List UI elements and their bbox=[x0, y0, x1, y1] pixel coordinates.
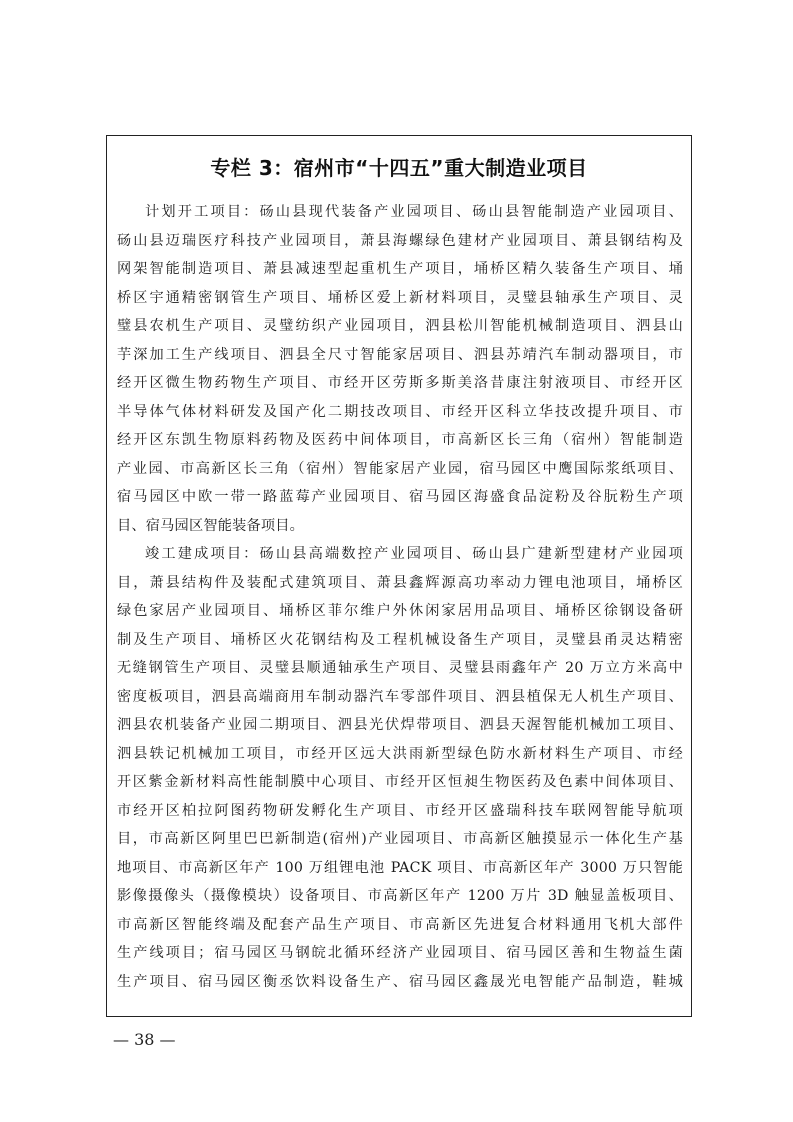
box-title: 专栏 3：宿州市“十四五”重大制造业项目 bbox=[210, 156, 588, 180]
text-line: 开区紫金新材料高性能制膜中心项目、市经开区恒昶生物医药及色素中间体项目、 bbox=[117, 774, 683, 790]
text-line: 桥区宇通精密钢管生产项目、埇桥区爱上新材料项目，灵璧县轴承生产项目、灵 bbox=[117, 289, 683, 306]
text-line: 经开区东凯生物原料药物及医药中间体项目，市高新区长三角（宿州）智能制造 bbox=[117, 432, 683, 448]
text-line: 网架智能制造项目、萧县减速型起重机生产项目，埇桥区精久装备生产项目、埇 bbox=[117, 261, 683, 277]
text-line: 影像摄像头（摄像模块）设备项目、市高新区年产 1200 万片 3D 触显盖板项目、 bbox=[117, 888, 683, 904]
text-line: 地项目、市高新区年产 100 万组锂电池 PACK 项目、市高新区年产 3000 万只智能 bbox=[117, 859, 683, 876]
feature-box bbox=[106, 135, 692, 1017]
text-line: 泗县农机装备产业园二期项目、泗县光伏焊带项目、泗县天渥智能机械加工项目、 bbox=[117, 717, 683, 733]
text-line: 芋深加工生产线项目、泗县全尺寸智能家居项目、泗县苏靖汽车制动器项目，市 bbox=[117, 346, 683, 363]
text-line: 宿马园区中欧一带一路蓝莓产业园项目、宿马园区海盛食品淀粉及谷朊粉生产项 bbox=[117, 489, 683, 505]
text-line: 市高新区智能终端及配套产品生产项目、市高新区先进复合材料通用飞机大部件 bbox=[117, 916, 683, 933]
text-line: 密度板项目，泗县高端商用车制动器汽车零部件项目、泗县植保无人机生产项目、 bbox=[117, 688, 683, 705]
text-line: 泗县轶记机械加工项目，市经开区远大洪雨新型绿色防水新材料生产项目、市经 bbox=[117, 745, 683, 762]
text-line: 生产线项目；宿马园区马钢皖北循环经济产业园项目、宿马园区善和生物益生菌 bbox=[117, 945, 683, 961]
text-line: 目、宿马园区智能装备项目。 bbox=[117, 517, 305, 534]
text-line: 制及生产项目、埇桥区火花钢结构及工程机械设备生产项目，灵璧县甬灵达精密 bbox=[117, 631, 683, 648]
page-number: — 38 — bbox=[113, 1030, 176, 1049]
text-line: 目，萧县结构件及装配式建筑项目、萧县鑫辉源高功率动力锂电池项目，埇桥区 bbox=[117, 574, 683, 591]
text-line: 目，市高新区阿里巴巴新制造(宿州)产业园项目、市高新区触摸显示一体化生产基 bbox=[117, 831, 683, 847]
text-line: 璧县农机生产项目、灵璧纺织产业园项目，泗县松川智能机械制造项目、泗县山 bbox=[117, 318, 683, 334]
text-line: 绿色家居产业园项目、埇桥区菲尔维户外休闲家居用品项目、埇桥区徐钢设备研 bbox=[117, 603, 683, 619]
text-line: 市经开区柏拉阿图药物研发孵化生产项目、市经开区盛瑞科技车联网智能导航项 bbox=[117, 802, 683, 819]
text-line: 砀山县迈瑞医疗科技产业园项目，萧县海螺绿色建材产业园项目、萧县钢结构及 bbox=[117, 232, 683, 249]
text-line: 竣工建成项目：砀山县高端数控产业园项目、砀山县广建新型建材产业园项 bbox=[145, 546, 683, 562]
text-line: 经开区微生物药物生产项目、市经开区劳斯多斯美洛昔康注射液项目、市经开区 bbox=[117, 375, 683, 391]
text-line: 半导体气体材料研发及国产化二期技改项目、市经开区科立华技改提升项目、市 bbox=[117, 403, 683, 420]
text-line: 产业园、市高新区长三角（宿州）智能家居产业园，宿马园区中鹰国际浆纸项目、 bbox=[117, 460, 683, 477]
text-line: 计划开工项目：砀山县现代装备产业园项目、砀山县智能制造产业园项目、 bbox=[145, 204, 683, 220]
text-line: 生产项目、宿马园区衡丞饮料设备生产、宿马园区鑫晟光电智能产品制造，鞋城 bbox=[117, 973, 683, 990]
text-line: 无缝钢管生产项目、灵璧县顺通轴承生产项目、灵璧县雨鑫年产 20 万立方米高中 bbox=[117, 660, 683, 676]
